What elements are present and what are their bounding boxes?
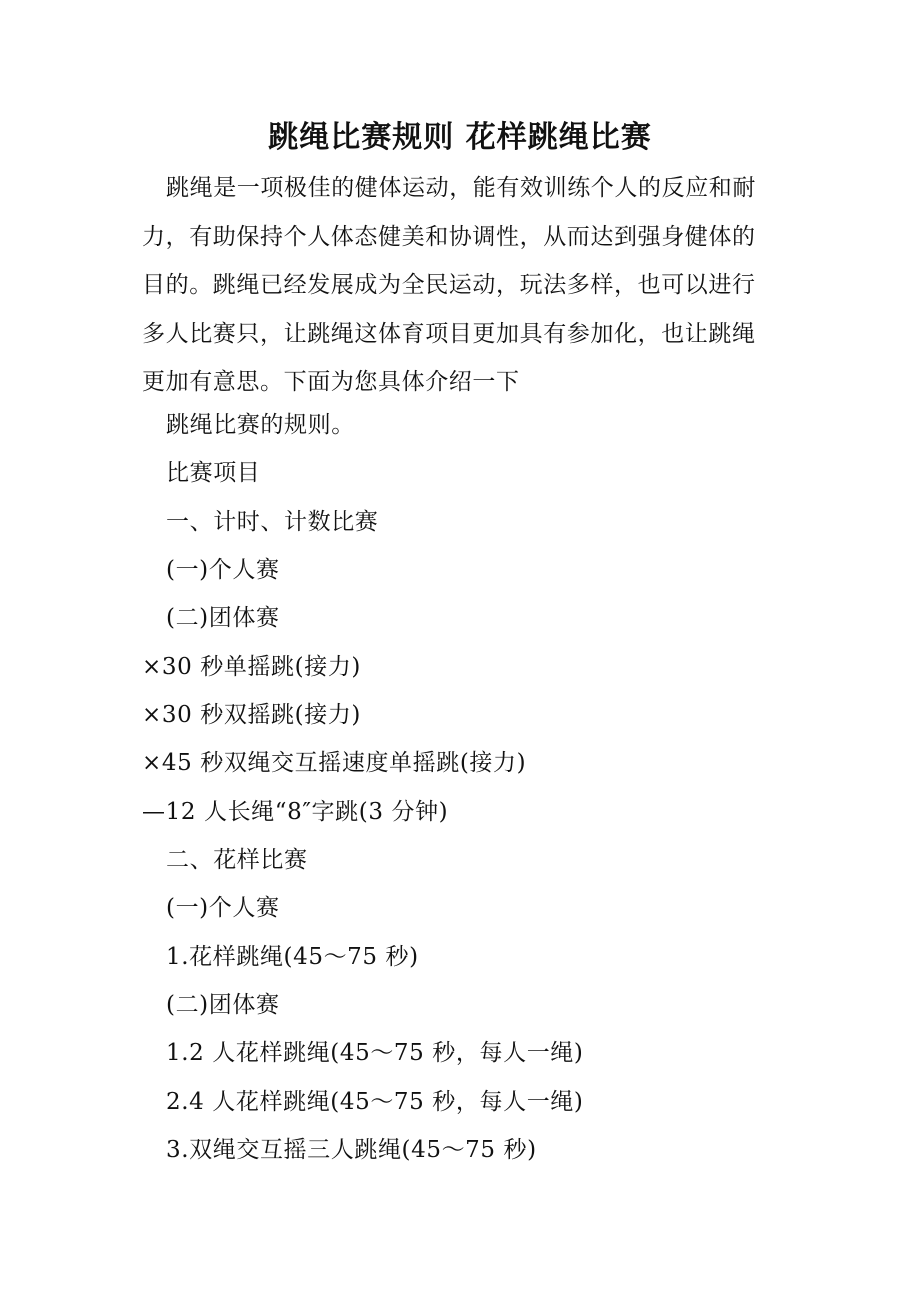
events-heading: 比赛项目: [166, 460, 261, 486]
individual-event-item: 1.花样跳绳(45～75 秒): [166, 944, 419, 970]
section-one-heading: 一、计时、计数比赛: [166, 509, 379, 535]
team-freestyle-item: 2.4 人花样跳绳(45～75 秒，每人一绳): [166, 1089, 584, 1115]
section-two-heading: 二、花样比赛: [166, 847, 308, 873]
intro-paragraph: 跳绳是一项极佳的健体运动，能有效训练个人的反应和耐力，有助保持个人体态健美和协调性，从而达到强身健体的目的。跳绳已经发展成为全民运动，玩法多样，也可以进行多人比赛只，让跳绳这体育项目更加具有参加化，也让跳绳更加有意思。下面为您具体介绍一下: [142, 175, 756, 395]
team-freestyle-item: 3.双绳交互摇三人跳绳(45～75 秒): [166, 1137, 537, 1163]
rules-heading: 跳绳比赛的规则。: [166, 412, 355, 438]
section-two-team: (二)团体赛: [166, 992, 280, 1018]
team-event-item: ×30 秒单摇跳(接力): [142, 654, 361, 680]
section-two-individual: (一)个人赛: [166, 895, 280, 921]
team-event-item: ×30 秒双摇跳(接力): [142, 702, 361, 728]
team-event-item: ×45 秒双绳交互摇速度单摇跳(接力): [142, 750, 527, 776]
team-freestyle-item: 1.2 人花样跳绳(45～75 秒，每人一绳): [166, 1040, 584, 1066]
section-one-individual: (一)个人赛: [166, 557, 280, 583]
document-title: 跳绳比赛规则 花样跳绳比赛: [268, 120, 652, 155]
team-event-item: —12 人长绳“8″字跳(3 分钟): [142, 799, 449, 825]
section-one-team: (二)团体赛: [166, 605, 280, 631]
